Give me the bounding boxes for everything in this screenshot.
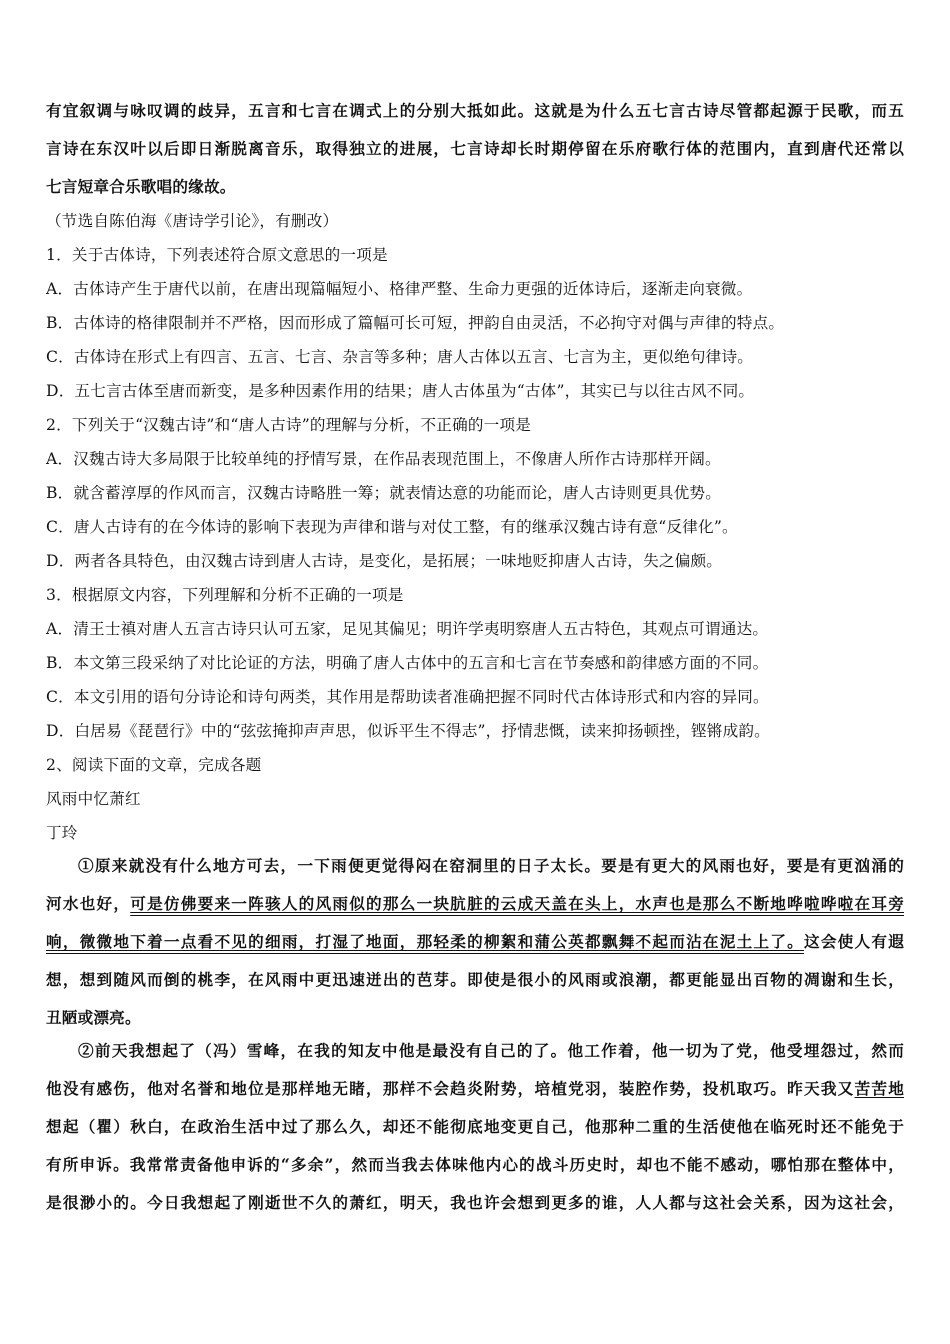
article-title: 风雨中忆萧红 (46, 790, 141, 808)
option-b: B．古体诗的格律限制并不严格，因而形成了篇幅可长可短，押韵自由灵活，不必拘守对偶与声律的特点。 (46, 314, 785, 332)
paragraph-2-line: ②前天我想起了（冯）雪峰，在我的知友中他是最没有自己的了。他工作着，他一切为了党，他受埋怨过，然而 (78, 1041, 904, 1060)
plain-text: 他没有感伤，他对名誉和地位是那样地无睹，那样不会趋炎附势，培植党羽，装腔作势，投机取巧。昨天我又 (46, 1079, 855, 1098)
option-c: C．唐人古诗有的在今体诗的影响下表现为声律和谐与对仗工整，有的继承汉魏古诗有意“反律化”。 (46, 518, 738, 536)
underlined-sentence: 可是仿佛要来一阵骇人的风雨似的那么一块肮脏的云成天盖在头上，水声也是那么不断地哗啦哗啦在耳旁 (130, 894, 904, 913)
plain-text: 这会使人有遐 (803, 932, 904, 951)
passage-line: 七言短章合乐歌唱的缘故。 (46, 177, 236, 196)
plain-text: 河水也好， (46, 894, 131, 913)
question-stem: 1．关于古体诗，下列表述符合原文意思的一项是 (46, 246, 388, 264)
option-b: B．本文第三段采纳了对比论证的方法，明确了唐人古体中的五言和七言在节奏感和韵律感方面的不同。 (46, 654, 769, 672)
paragraph-1-line (46, 931, 904, 953)
option-a: A．古体诗产生于唐代以前，在唐出现篇幅短小、格律严整、生命力更强的近体诗后，逐渐走向衰微。 (46, 280, 753, 298)
article-author: 丁玲 (46, 824, 78, 842)
option-d: D．五七言古体至唐而新变，是多种因素作用的结果；唐人古体虽为“古体”，其实已与以往古风不同。 (46, 382, 755, 400)
option-c: C．本文引用的语句分诗论和诗句两类，其作用是帮助读者准确把握不同时代古体诗形式和内容的异同。 (46, 688, 769, 706)
paragraph-2-line: 想起（瞿）秋白，在政治生活中过了那么久，却还不能彻底地变更自己，他那种二重的生活使他在临死时还不能免于 (46, 1117, 904, 1136)
option-d: D．白居易《琵琶行》中的“弦弦掩抑声声思，似诉平生不得志”，抒情悲慨，读来抑扬顿挫，铿锵成韵。 (46, 722, 770, 740)
underlined-sentence: 响，微微地下着一点看不见的细雨，打湿了地面，那轻柔的柳絮和蒲公英都飘舞不起而沾在泥土上了。 (46, 932, 804, 951)
question-stem: 3．根据原文内容，下列理解和分析不正确的一项是 (46, 586, 404, 604)
option-b: B．就含蓄淳厚的作风而言，汉魏古诗略胜一筹；就表情达意的功能而论，唐人古诗则更具优势。 (46, 484, 721, 502)
option-c: C．古体诗在形式上有四言、五言、七言、杂言等多种；唐人古体以五言、七言为主，更似绝句律诗。 (46, 348, 754, 366)
paragraph-2-line: 有所申诉。我常常责备他申诉的“多余”，然而当我去体味他内心的战斗历史时，却也不能不感动，哪怕那在整体中， (46, 1155, 904, 1174)
section-heading: 2、阅读下面的文章，完成各题 (46, 756, 262, 774)
option-a: A．清王士禛对唐人五言古诗只认可五家，足见其偏见；明许学夷明察唐人五古特色，其观点可谓通达。 (46, 620, 769, 638)
paragraph-2-line: 是很渺小的。今日我想起了刚逝世不久的萧红，明天，我也许会想到更多的谁，人人都与这社会关系，因为这社会， (46, 1193, 904, 1212)
option-a: A．汉魏古诗大多局限于比较单纯的抒情写景，在作品表现范围上，不像唐人所作古诗那样开阔。 (46, 450, 721, 468)
paragraph-1-line (46, 893, 904, 915)
passage-line: 言诗在东汉叶以后即日渐脱离音乐，取得独立的进展，七言诗却长时期停留在乐府歌行体的范围内，直到唐代还常以 (46, 139, 904, 158)
underlined-word: 苦苦地 (854, 1079, 904, 1098)
paragraph-2-line (46, 1078, 904, 1100)
passage-line: 有宜叙调与咏叹调的歧异，五言和七言在调式上的分别大抵如此。这就是为什么五七言古诗尽管都起源于民歌，而五 (46, 101, 904, 120)
question-stem: 2．下列关于“汉魏古诗”和“唐人古诗”的理解与分析，不正确的一项是 (46, 416, 532, 434)
paragraph-1-line: ①原来就没有什么地方可去，一下雨便更觉得闷在窑洞里的日子太长。要是有更大的风雨也好，要是有更汹涌的 (78, 856, 904, 875)
option-d: D．两者各具特色，由汉魏古诗到唐人古诗，是变化，是拓展；一味地贬抑唐人古诗，失之偏颇。 (46, 552, 723, 570)
source-note: （节选自陈伯海《唐诗学引论》，有删改） (46, 212, 339, 230)
paragraph-1-line: 想，想到随风而倒的桃李，在风雨中更迅速迸出的芭芽。即使是很小的风雨或浪潮，都更能显出百物的凋谢和生长， (46, 970, 904, 989)
paragraph-1-line: 丑陋或漂亮。 (46, 1008, 141, 1027)
